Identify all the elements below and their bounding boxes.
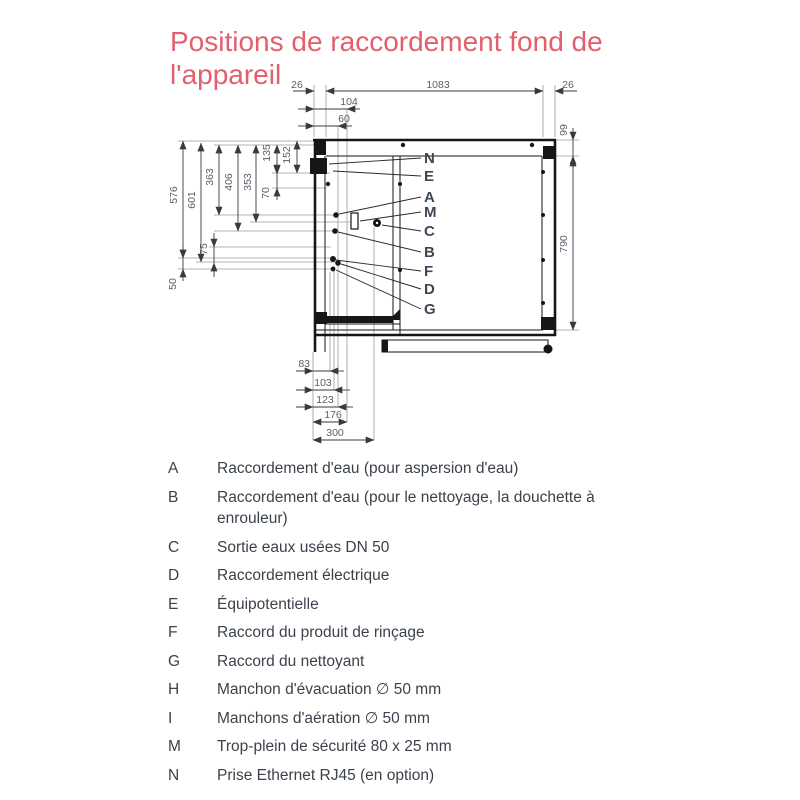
legend-row-F [168,622,660,644]
legend-key: A [168,460,179,477]
legend-text: Raccordement d'eau (pour le nettoyage, la douchette à enrouleur) [217,488,595,527]
point-label-F: F [424,263,434,280]
legend-row-D [168,565,660,587]
dimension-labels [167,80,574,439]
legend-text: Raccord du nettoyant [217,652,365,670]
legend-row-C [168,537,660,559]
legend-text: Trop-plein de sécurité 80 x 25 mm [217,738,452,755]
legend-key: D [168,567,180,584]
dim-576: 576 [168,186,180,204]
dim-176: 176 [324,409,342,421]
legend-text: Raccord du produit de rinçage [217,624,425,641]
point-D-electric [335,260,341,266]
point-M-overflow [351,213,358,229]
point-label-M: M [424,204,437,221]
dim-1083: 1083 [426,80,450,91]
point-label-C: C [424,223,435,240]
point-E-equipotential [326,182,330,186]
dim-103: 103 [314,377,332,389]
legend-key: F [168,624,178,641]
legend-row-M [168,736,660,758]
legend-key: E [168,595,179,613]
dim-601: 601 [186,191,198,209]
legend-text: Raccordement électrique [217,567,390,584]
dim-406: 406 [223,173,235,191]
dim-26-left: 26 [291,80,303,91]
point-B-water [332,228,338,234]
legend-text: Raccordement d'eau (pour aspersion d'eau) [217,460,519,477]
point-label-A: A [424,189,435,206]
legend-text: Sortie eaux usées DN 50 [217,538,390,556]
point-label-B: B [424,244,435,261]
point-label-G: G [424,301,436,318]
dim-60: 60 [338,113,350,125]
legend-row-N [168,765,660,787]
dim-50: 50 [167,278,179,290]
legend-key: H [168,681,180,698]
legend-key: B [168,488,179,506]
legend-text: Prise Ethernet RJ45 (en option) [217,766,435,784]
legend-key: M [168,738,181,755]
dim-83: 83 [298,358,310,370]
point-letters [424,150,437,318]
connection-points [326,182,381,272]
point-A-water [333,212,339,218]
legend-key: C [168,538,180,556]
legend-row-I [168,708,660,730]
point-label-N: N [424,150,435,167]
page-title: Positions de raccordement fond de l'appareil [170,25,603,90]
point-label-D: D [424,281,435,298]
dim-123: 123 [316,394,334,406]
legend [168,458,660,793]
point-label-E: E [424,168,435,185]
point-G-detergent [331,267,336,272]
dim-70: 70 [260,187,272,199]
dim-152: 152 [281,146,293,164]
point-F-rinse [330,256,336,262]
dim-99: 99 [558,124,570,136]
dim-135: 135 [261,144,273,162]
dim-300: 300 [326,427,344,439]
legend-key: G [168,652,181,670]
legend-key: N [168,766,180,784]
legend-row-B [168,487,660,530]
dim-790: 790 [558,235,570,253]
legend-row-A [168,458,660,480]
dim-363: 363 [204,168,216,186]
connection-positions-diagram [165,80,785,450]
fastening-dots [398,143,545,305]
dim-26-right: 26 [562,80,574,91]
extension-lines [178,85,579,440]
legend-row-G [168,651,660,673]
dim-104: 104 [340,96,358,108]
dim-75: 75 [198,243,210,255]
legend-row-H [168,679,660,701]
dim-353: 353 [242,173,254,191]
legend-text: Équipotentielle [217,595,319,613]
legend-row-E [168,594,660,616]
legend-text: Manchons d'aération ∅ 50 mm [217,709,430,727]
legend-key: I [168,709,173,727]
legend-text: Manchon d'évacuation ∅ 50 mm [217,681,442,698]
leader-lines [329,158,421,309]
